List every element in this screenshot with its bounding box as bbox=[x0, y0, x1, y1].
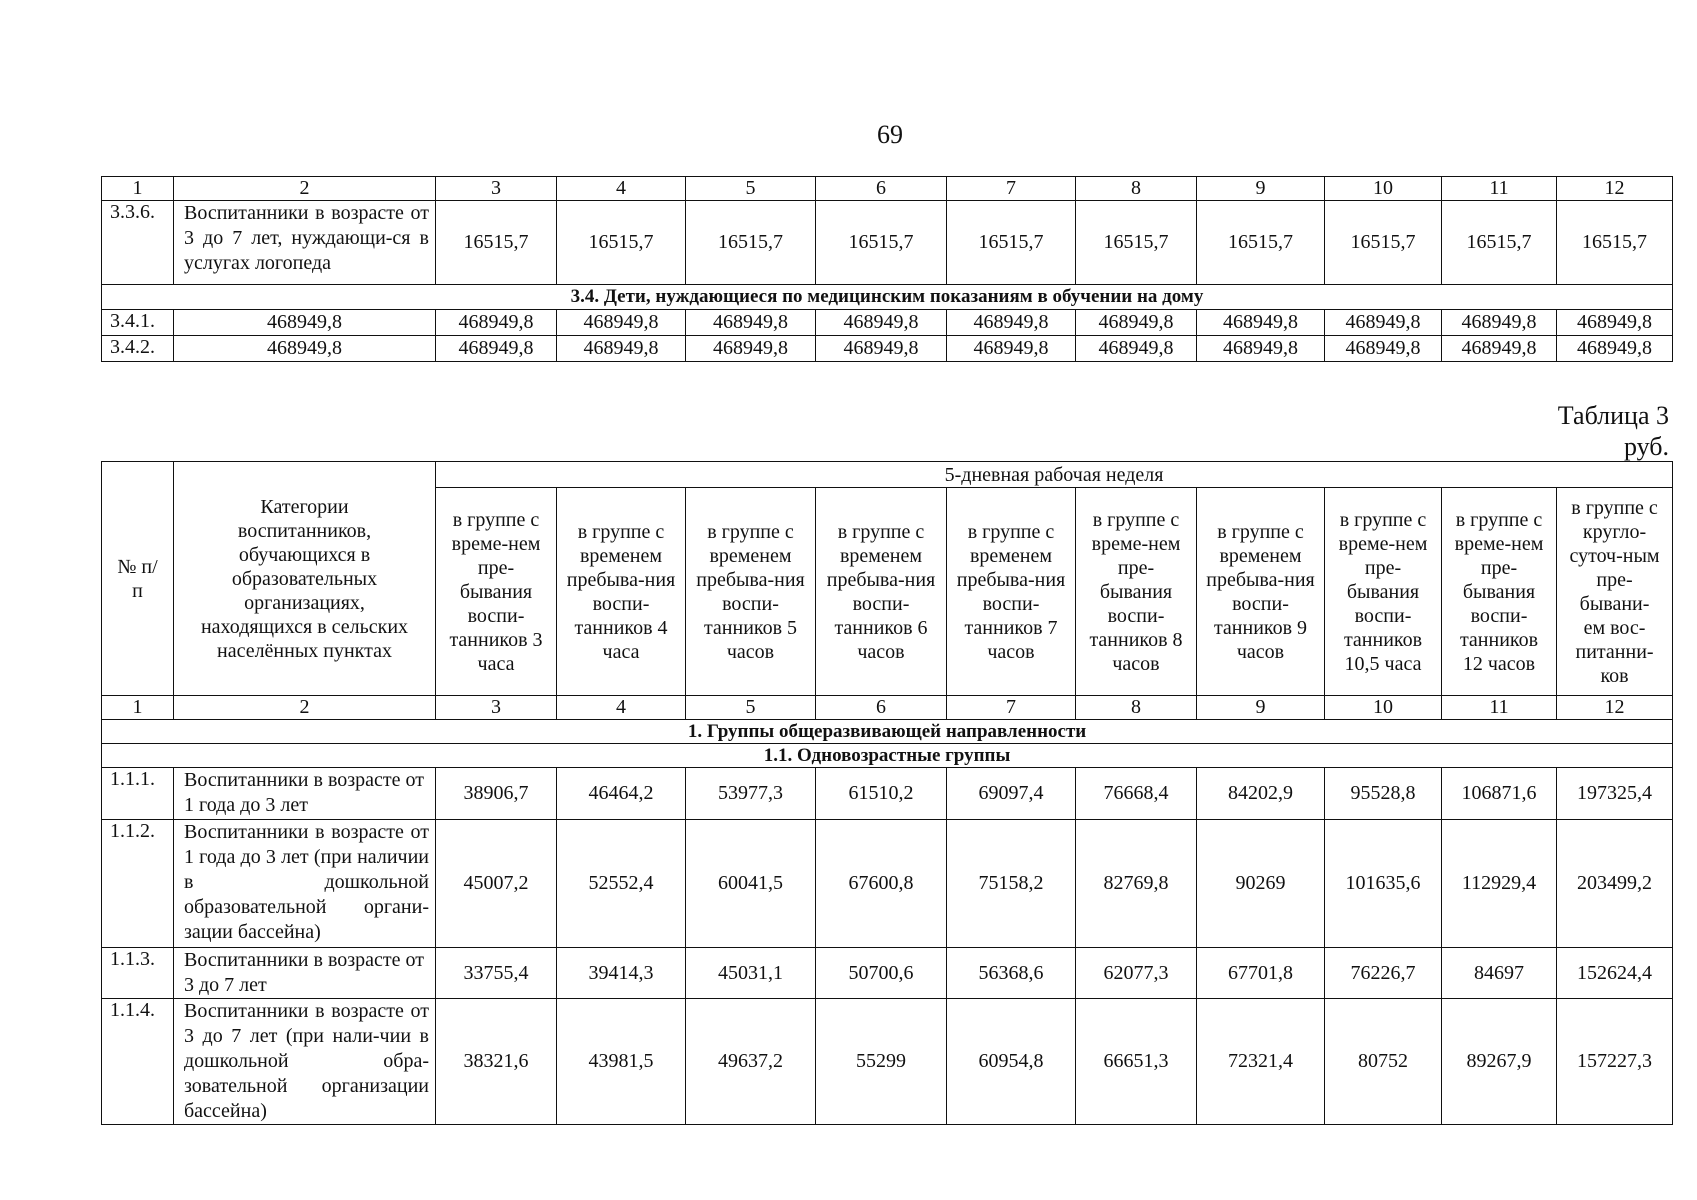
value-cell: 468949,8 bbox=[1076, 310, 1197, 336]
value-cell: 468949,8 bbox=[436, 310, 557, 336]
continuation-table bbox=[101, 176, 1673, 362]
col-number: 10 bbox=[1325, 696, 1442, 720]
value-cell: 56368,6 bbox=[947, 948, 1076, 999]
value-cell: 468949,8 bbox=[816, 310, 947, 336]
col-number: 12 bbox=[1557, 177, 1673, 201]
value-cell: 45031,1 bbox=[686, 948, 816, 999]
value-cell: 62077,3 bbox=[1076, 948, 1197, 999]
table-units: руб. bbox=[1623, 432, 1669, 461]
col-number: 6 bbox=[816, 696, 947, 720]
row-category: Воспитанники в возрасте от 1 года до 3 лет bbox=[174, 768, 436, 820]
value-cell: 468949,8 bbox=[816, 336, 947, 362]
value-cell: 60954,8 bbox=[947, 999, 1076, 1125]
value-cell: 468949,8 bbox=[1197, 336, 1325, 362]
section-heading: 1. Группы общеразвивающей направленности bbox=[102, 720, 1673, 744]
col-number: 5 bbox=[686, 696, 816, 720]
table-row bbox=[102, 999, 1673, 1125]
col-number: 6 bbox=[816, 177, 947, 201]
col-number: 7 bbox=[947, 696, 1076, 720]
value-cell: 468949,8 bbox=[1557, 336, 1673, 362]
col-number: 8 bbox=[1076, 177, 1197, 201]
section-row bbox=[102, 720, 1673, 744]
row-category: Воспитанники в возрасте от 3 до 7 лет bbox=[174, 948, 436, 999]
value-cell: 75158,2 bbox=[947, 820, 1076, 948]
header-group: в группе с временем пребыва-ния воспи-танников 5 часов bbox=[686, 488, 816, 696]
header-category: Категории воспитанников, обучающихся в образовательных организациях, находящихся в сельских населённых пунктах bbox=[174, 462, 436, 696]
row-number: 1.1.4. bbox=[102, 999, 174, 1125]
value-cell: 72321,4 bbox=[1197, 999, 1325, 1125]
value-cell: 89267,9 bbox=[1442, 999, 1557, 1125]
value-cell: 84202,9 bbox=[1197, 768, 1325, 820]
value-cell: 468949,8 bbox=[686, 310, 816, 336]
value-cell: 468949,8 bbox=[1197, 310, 1325, 336]
header-group: в группе с време-нем пре-бывания воспи-танников 8 часов bbox=[1076, 488, 1197, 696]
table-row bbox=[102, 948, 1673, 999]
value-cell: 38321,6 bbox=[436, 999, 557, 1125]
header-week: 5-дневная рабочая неделя bbox=[436, 462, 1673, 488]
value-cell: 82769,8 bbox=[1076, 820, 1197, 948]
col-number: 3 bbox=[436, 177, 557, 201]
subsection-row bbox=[102, 744, 1673, 768]
header-group: в группе с временем пребыва-ния воспи-танников 6 часов bbox=[816, 488, 947, 696]
section-row bbox=[102, 285, 1673, 310]
col-number: 10 bbox=[1325, 177, 1442, 201]
value-cell: 16515,7 bbox=[686, 201, 816, 285]
value-cell: 53977,3 bbox=[686, 768, 816, 820]
value-cell: 67701,8 bbox=[1197, 948, 1325, 999]
value-cell: 76226,7 bbox=[1325, 948, 1442, 999]
col-number: 7 bbox=[947, 177, 1076, 201]
value-cell: 468949,8 bbox=[1076, 336, 1197, 362]
value-cell: 16515,7 bbox=[947, 201, 1076, 285]
col-number: 4 bbox=[557, 177, 686, 201]
table-3 bbox=[101, 461, 1673, 1125]
value-cell: 468949,8 bbox=[557, 336, 686, 362]
row-number: 1.1.3. bbox=[102, 948, 174, 999]
value-cell: 43981,5 bbox=[557, 999, 686, 1125]
value-cell: 60041,5 bbox=[686, 820, 816, 948]
value-cell: 69097,4 bbox=[947, 768, 1076, 820]
value-cell: 61510,2 bbox=[816, 768, 947, 820]
row-number: 3.4.2. bbox=[102, 336, 174, 362]
value-cell: 468949,8 bbox=[436, 336, 557, 362]
header-group: в группе с временем пребыва-ния воспи-танников 9 часов bbox=[1197, 488, 1325, 696]
value-cell: 152624,4 bbox=[1557, 948, 1673, 999]
section-heading: 3.4. Дети, нуждающиеся по медицинским показаниям в обучении на дому bbox=[102, 285, 1673, 310]
value-cell: 16515,7 bbox=[557, 201, 686, 285]
col-number: 1 bbox=[102, 696, 174, 720]
value-cell: 468949,8 bbox=[174, 310, 436, 336]
value-cell: 33755,4 bbox=[436, 948, 557, 999]
col-number: 9 bbox=[1197, 177, 1325, 201]
value-cell: 203499,2 bbox=[1557, 820, 1673, 948]
col-number: 5 bbox=[686, 177, 816, 201]
table-row bbox=[102, 201, 1673, 285]
row-number: 1.1.1. bbox=[102, 768, 174, 820]
row-number: 3.3.6. bbox=[102, 201, 174, 285]
header-group: в группе с временем пребыва-ния воспи-танников 7 часов bbox=[947, 488, 1076, 696]
table-row bbox=[102, 768, 1673, 820]
col-number: 4 bbox=[557, 696, 686, 720]
value-cell: 84697 bbox=[1442, 948, 1557, 999]
value-cell: 468949,8 bbox=[1325, 336, 1442, 362]
value-cell: 16515,7 bbox=[1557, 201, 1673, 285]
value-cell: 46464,2 bbox=[557, 768, 686, 820]
header-group: в группе с време-нем пре-бывания воспи-танников 10,5 часа bbox=[1325, 488, 1442, 696]
value-cell: 16515,7 bbox=[1325, 201, 1442, 285]
value-cell: 52552,4 bbox=[557, 820, 686, 948]
col-number: 3 bbox=[436, 696, 557, 720]
col-number: 9 bbox=[1197, 696, 1325, 720]
row-category: Воспитанники в возрасте от 1 года до 3 лет (при наличии в дошкольной образовательной органи-зации бассейна) bbox=[174, 820, 436, 948]
col-number: 12 bbox=[1557, 696, 1673, 720]
header-group: в группе с време-нем пре-бывания воспи-танников 3 часа bbox=[436, 488, 557, 696]
value-cell: 468949,8 bbox=[1325, 310, 1442, 336]
value-cell: 106871,6 bbox=[1442, 768, 1557, 820]
value-cell: 468949,8 bbox=[1557, 310, 1673, 336]
value-cell: 16515,7 bbox=[436, 201, 557, 285]
header-group: в группе с временем пребыва-ния воспи-танников 4 часа bbox=[557, 488, 686, 696]
value-cell: 468949,8 bbox=[1442, 310, 1557, 336]
col-number: 8 bbox=[1076, 696, 1197, 720]
table-row bbox=[102, 310, 1673, 336]
row-number: 3.4.1. bbox=[102, 310, 174, 336]
col-number: 2 bbox=[174, 177, 436, 201]
table-title: Таблица 3 bbox=[1557, 401, 1669, 430]
value-cell: 49637,2 bbox=[686, 999, 816, 1125]
value-cell: 16515,7 bbox=[1197, 201, 1325, 285]
col-number: 11 bbox=[1442, 696, 1557, 720]
col-number: 1 bbox=[102, 177, 174, 201]
row-number: 1.1.2. bbox=[102, 820, 174, 948]
value-cell: 90269 bbox=[1197, 820, 1325, 948]
header-group: в группе с кругло-суточ-ным пре-бывани-ем вос-питанни-ков bbox=[1557, 488, 1673, 696]
value-cell: 16515,7 bbox=[1076, 201, 1197, 285]
value-cell: 468949,8 bbox=[557, 310, 686, 336]
table-row bbox=[102, 336, 1673, 362]
column-number-row bbox=[102, 696, 1673, 720]
row-category: Воспитанники в возрасте от 3 до 7 лет (при нали-чии в дошкольной обра-зовательной организации бассейна) bbox=[174, 999, 436, 1125]
value-cell: 197325,4 bbox=[1557, 768, 1673, 820]
header-group: в группе с време-нем пре-бывания воспи-танников 12 часов bbox=[1442, 488, 1557, 696]
col-number: 11 bbox=[1442, 177, 1557, 201]
subsection-heading: 1.1. Одновозрастные группы bbox=[102, 744, 1673, 768]
column-number-row bbox=[102, 177, 1673, 201]
col-number: 2 bbox=[174, 696, 436, 720]
value-cell: 468949,8 bbox=[686, 336, 816, 362]
row-category: Воспитанники в возрасте от 3 до 7 лет, нуждающи-ся в услугах логопеда bbox=[174, 201, 436, 285]
value-cell: 468949,8 bbox=[947, 310, 1076, 336]
value-cell: 76668,4 bbox=[1076, 768, 1197, 820]
value-cell: 95528,8 bbox=[1325, 768, 1442, 820]
value-cell: 80752 bbox=[1325, 999, 1442, 1125]
value-cell: 157227,3 bbox=[1557, 999, 1673, 1125]
table-row bbox=[102, 820, 1673, 948]
value-cell: 468949,8 bbox=[174, 336, 436, 362]
value-cell: 55299 bbox=[816, 999, 947, 1125]
value-cell: 101635,6 bbox=[1325, 820, 1442, 948]
page-number: 69 bbox=[877, 120, 903, 149]
value-cell: 468949,8 bbox=[947, 336, 1076, 362]
value-cell: 468949,8 bbox=[1442, 336, 1557, 362]
header-row bbox=[102, 462, 1673, 488]
value-cell: 16515,7 bbox=[816, 201, 947, 285]
value-cell: 39414,3 bbox=[557, 948, 686, 999]
value-cell: 50700,6 bbox=[816, 948, 947, 999]
value-cell: 66651,3 bbox=[1076, 999, 1197, 1125]
value-cell: 112929,4 bbox=[1442, 820, 1557, 948]
value-cell: 16515,7 bbox=[1442, 201, 1557, 285]
header-number: № п/п bbox=[102, 462, 174, 696]
value-cell: 45007,2 bbox=[436, 820, 557, 948]
value-cell: 38906,7 bbox=[436, 768, 557, 820]
value-cell: 67600,8 bbox=[816, 820, 947, 948]
